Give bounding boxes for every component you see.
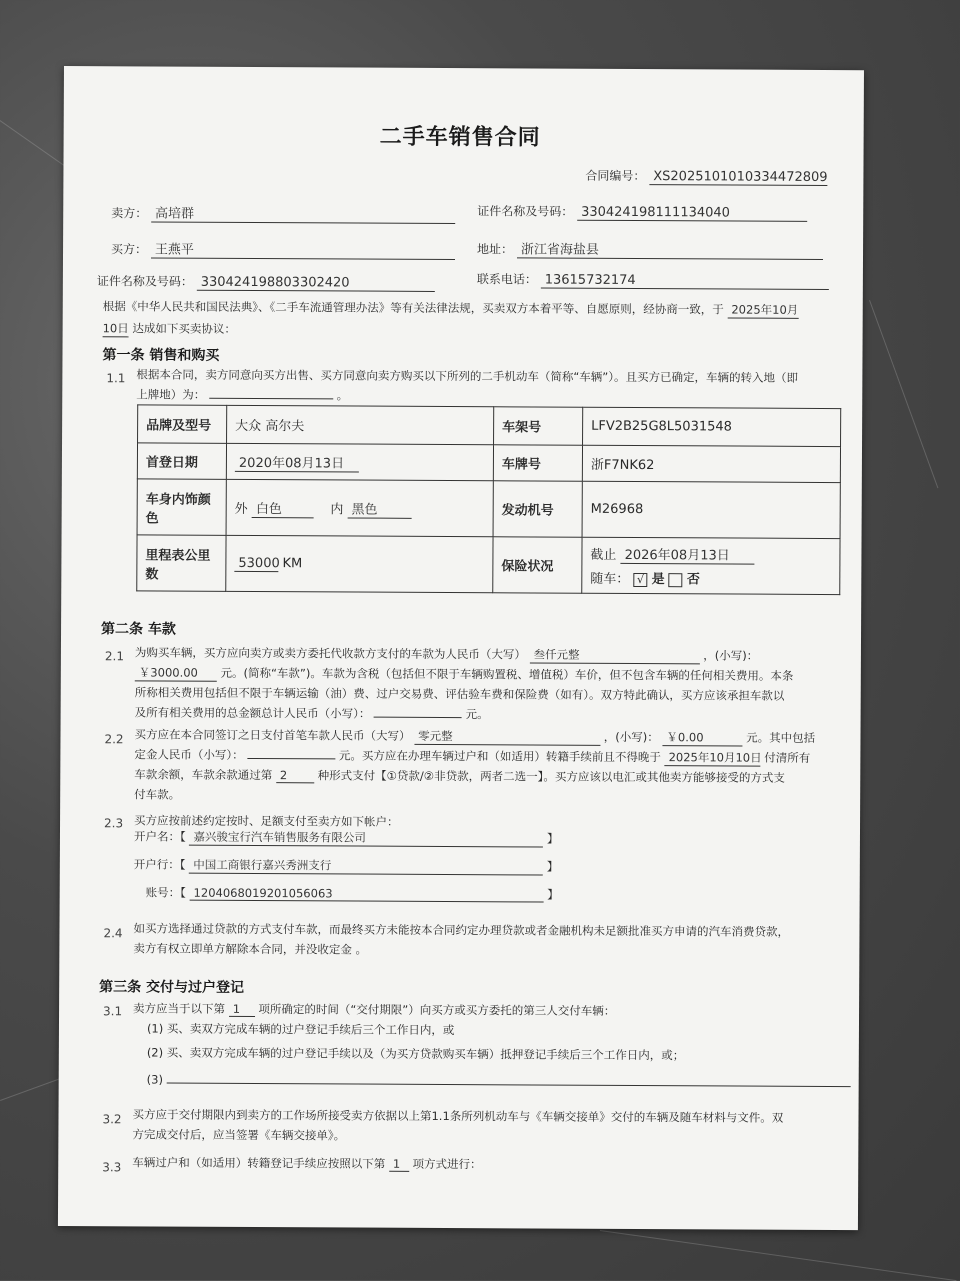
clause-text: ，(小写)：	[703, 648, 759, 663]
seller-id-value: 330424198111134040	[577, 205, 807, 222]
bank-label: 开户行：【	[133, 857, 186, 872]
insurance-until-value: 2026年08月13日	[621, 544, 755, 565]
clause-2-4-line-1: 如买方选择通过贷款的方式支付车款，而最终买方未能按本合同约定办理贷款或者金融机构未足额批准买方申请的汽车消费贷款，	[133, 921, 790, 939]
insurance-follow-label: 随车：	[590, 571, 630, 587]
int-color-label: 内	[330, 501, 344, 517]
buyer-row	[111, 238, 455, 260]
clause-3-2-line-2: 方完成交付后，应当签署《车辆交接单》。	[132, 1127, 346, 1143]
contract-number-label: 合同编号：	[585, 168, 646, 184]
clause-text: 买方应在本合同签订之日支付首笔车款人民币（大写）	[134, 727, 411, 743]
clause-text: 种形式支付【①贷款/②非贷款，两者二选一】。买方应该以电汇或其他卖方能够接受的方式支	[317, 768, 785, 785]
agreement-date-a: 2025年10月	[727, 301, 798, 318]
clause-2-1-line-2	[135, 664, 794, 684]
account-number-row	[146, 884, 559, 902]
clause-2-1-line-4	[135, 704, 489, 722]
bank-row	[134, 856, 559, 875]
article-1-heading: 第一条 销售和购买	[102, 347, 220, 364]
seller-name: 高培群	[151, 202, 455, 224]
first-payment-words: 零元整	[414, 728, 600, 746]
engine-value: M26968	[582, 481, 840, 538]
contract-paper	[58, 66, 864, 1230]
clause-text: 为购买车辆，买方应向卖方或卖方委托代收款方支付的车款为人民币（大写）	[134, 645, 526, 662]
contract-number-value: XS2025101010334472809	[649, 169, 827, 186]
plate-label: 车牌号	[493, 445, 582, 481]
clause-text: 元。(简称“车款”)。车款为含税（包括但不限于车辆购置税、增值税）车价，但不包含车辆的任何相关费用。本条	[220, 665, 794, 683]
clause-3-1-line-1	[133, 1000, 615, 1019]
clause-2-2-line-2	[134, 746, 810, 767]
clause-number: 3.3	[102, 1160, 122, 1175]
clause-text: 定金人民币（小写）：	[134, 747, 244, 762]
insurance-until-label: 截止	[590, 547, 617, 563]
mileage-value: 53000	[234, 555, 278, 571]
clause-text: 车辆过户和（如适用）转籍登记手续应按照以下第	[132, 1155, 386, 1171]
color-label: 车身内饰颜色	[137, 479, 226, 535]
delivery-option-1: (1) 买、卖双方完成车辆的过户登记手续后三个工作日内，或	[146, 1021, 455, 1038]
clause-2-2-line-3	[134, 766, 785, 785]
phone-value: 13615732174	[541, 272, 829, 290]
address-value: 浙江省海盐县	[517, 238, 823, 260]
vin-value: LFV2B25G8L5031548	[583, 407, 841, 446]
seller-row	[111, 202, 455, 224]
delivery-option-3-row	[147, 1072, 851, 1090]
insurance-cell	[582, 537, 840, 594]
clause-2-1-line-1	[135, 644, 758, 664]
brand-label: 品牌及型号	[138, 405, 227, 443]
account-name-value: 嘉兴骏宝行汽车销售服务有限公司	[189, 829, 543, 848]
clause-1-1-line-1: 根据本合同，卖方同意向买方出售、买方同意向卖方购买以下所列的二手机动车（简称“车辆”）。且买方已确定，车辆的转入地（即	[136, 367, 799, 385]
total-amount-blank	[374, 717, 462, 718]
delivery-option-3-blank	[167, 1083, 851, 1088]
clause-2-2-line-4: 付车款。	[134, 787, 181, 802]
transfer-item: 1	[389, 1157, 409, 1172]
seller-id-row	[477, 202, 807, 222]
clause-3-2-line-1: 买方应于交付期限内到卖方的工作场所接受卖方依据以上第1.1条所列机动车与《车辆交接单》交付的车辆及随车材料与文件。双	[132, 1107, 784, 1125]
seller-label: 卖方：	[111, 206, 148, 221]
payment-way: 2	[276, 768, 314, 783]
intro-line-2	[103, 320, 236, 338]
clause-3-3-line-1	[132, 1154, 481, 1172]
marble-vein	[600, 1230, 957, 1281]
buyer-id-row	[97, 272, 435, 292]
int-color-value: 黑色	[347, 498, 411, 518]
clause-number: 2.3	[103, 816, 124, 831]
price-in-figures: ￥3000.00	[135, 664, 217, 681]
ext-color-value: 白色	[252, 497, 314, 517]
checkbox-checked-icon: √	[633, 572, 647, 586]
buyer-name: 王燕平	[151, 238, 455, 260]
article-3-heading: 第三条 交付与过户登记	[99, 979, 245, 996]
clause-2-2-line-1	[134, 726, 815, 747]
price-in-words: 叁仟元整	[530, 646, 700, 664]
table-row	[137, 479, 840, 539]
clause-number: 2.1	[104, 649, 125, 664]
address-row	[477, 238, 823, 260]
buyer-id-label: 证件名称及号码：	[96, 274, 193, 289]
account-name-row	[134, 828, 559, 847]
clause-number: 3.2	[102, 1112, 122, 1127]
first-payment-figures: ￥0.00	[662, 729, 742, 746]
intro-line-1	[103, 298, 799, 319]
intro-text: 根据《中华人民共和国民法典》、《二手车流通管理办法》等有关法律法规，买卖双方本着平等、自愿原则，经协商一致，于	[102, 299, 724, 317]
clause-number: 2.2	[104, 732, 124, 747]
insurance-until-row	[590, 544, 831, 565]
deposit-blank	[247, 758, 335, 759]
reg-date-cell	[226, 443, 493, 480]
checkbox-unchecked-icon	[669, 573, 683, 587]
clause-text: 车款余额，车款余款通过第	[134, 767, 273, 783]
clause-text: ，(小写)：	[603, 729, 659, 745]
plate-value: 浙F7NK62	[582, 445, 840, 482]
contract-number-row	[585, 167, 827, 186]
delivery-option-2: (2) 买、卖双方完成车辆的过户登记手续以及（为买方贷款购买车辆）抵押登记手续后三个工作日内，或；	[146, 1045, 685, 1063]
vehicle-info-table	[136, 404, 841, 595]
article-2-heading: 第二条 车款	[101, 621, 176, 638]
clause-2-4-line-2: 卖方有权立即单方解除本合同，并没收定金 。	[133, 941, 368, 957]
engine-label: 发动机号	[493, 481, 582, 537]
delivery-item: 1	[229, 1002, 255, 1017]
brand-value: 大众 高尔夫	[227, 405, 494, 444]
mileage-cell	[226, 535, 493, 592]
bracket: 】	[547, 887, 559, 902]
clause-text: 元。其中包括	[746, 730, 816, 745]
clause-text: 卖方应当于以下第	[133, 1001, 226, 1016]
ext-color-label: 外	[234, 501, 248, 517]
clause-text: 项方式进行：	[412, 1156, 482, 1172]
account-number-value: 1204068019201056063	[190, 886, 544, 903]
insurance-label: 保险状况	[493, 537, 582, 593]
mileage-unit: KM	[282, 555, 303, 571]
clause-text: 付清所有	[764, 750, 811, 765]
table-row	[137, 535, 840, 595]
marble-vein	[869, 300, 938, 488]
account-name-label: 开户名：【	[133, 829, 186, 844]
seller-id-label: 证件名称及号码：	[477, 204, 574, 219]
buyer-label: 买方：	[111, 242, 148, 257]
clause-text: 元。买方应在办理车辆过户和（如适用）转籍手续前且不得晚于	[338, 748, 661, 765]
clause-text: 及所有相关费用的总金额总计人民币（小写）：	[134, 705, 371, 721]
clause-text: 元。	[465, 707, 489, 722]
clause-text: 项所确定的时间（“交付期限”）向买方或买方委托的第三人交付车辆：	[258, 1002, 616, 1018]
clause-1-1-end: 。	[336, 388, 349, 403]
clause-2-3-text: 买方应按前述约定按时、足额支付至卖方如下帐户：	[134, 813, 399, 829]
agreement-date-b: 10日	[102, 321, 129, 336]
clause-number: 1.1	[106, 371, 126, 386]
reg-date-label: 首登日期	[137, 443, 226, 479]
reg-date-value: 2020年08月13日	[235, 451, 359, 472]
insurance-yes-label: 是	[651, 572, 665, 588]
bank-value: 中国工商银行嘉兴秀洲支行	[189, 857, 543, 876]
vin-label: 车架号	[494, 407, 583, 445]
insurance-follow-row	[590, 568, 831, 588]
clause-2-1-line-3: 所称相关费用包括但不限于车辆运输（油）费、过户交易费、评估验车费和保险费（如有）。双方特此确认，买方应该承担车款以	[134, 685, 785, 703]
delivery-option-3: (3)	[146, 1072, 164, 1087]
buyer-id-value: 330424198803302420	[197, 275, 435, 292]
address-label: 地址：	[477, 242, 514, 257]
color-cell	[226, 479, 493, 536]
clause-1-1-line-2	[136, 386, 348, 403]
registration-place-blank	[209, 398, 333, 400]
intro-text-end: 达成如下买卖协议：	[132, 321, 236, 336]
bracket: 】	[546, 859, 559, 874]
clause-1-1-text: 上牌地）为：	[136, 387, 206, 402]
account-number-label: 账号：【	[145, 885, 186, 900]
payoff-date: 2025年10月10日	[665, 749, 761, 767]
table-row	[138, 405, 841, 447]
clause-number: 2.4	[103, 926, 123, 941]
mileage-label: 里程表公里数	[137, 535, 226, 591]
table-row	[137, 443, 840, 483]
clause-number: 3.1	[103, 1004, 123, 1019]
document-title: 二手车销售合同	[379, 124, 541, 151]
phone-row	[477, 270, 829, 290]
phone-label: 联系电话：	[476, 272, 537, 287]
insurance-no-label: 否	[686, 572, 700, 588]
bracket: 】	[546, 831, 559, 846]
